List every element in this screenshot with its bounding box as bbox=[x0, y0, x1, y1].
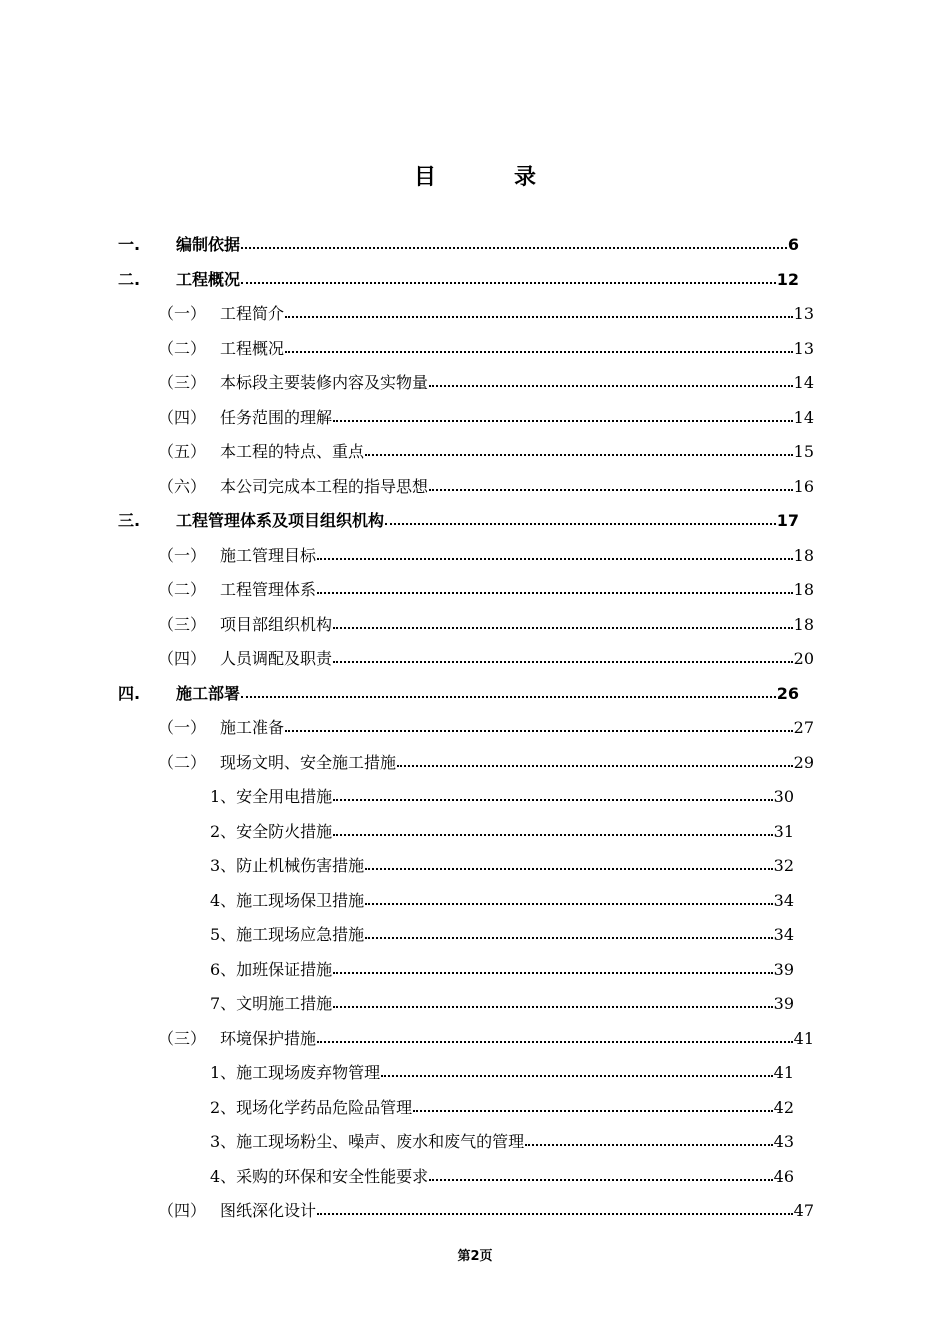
toc-entry-label: 施工部署 bbox=[176, 684, 241, 703]
toc-leader-dots bbox=[317, 573, 793, 607]
toc-entry-label: 任务范围的理解 bbox=[220, 408, 333, 427]
toc-entry-label: 本工程的特点、重点 bbox=[220, 442, 365, 461]
toc-entry[interactable] bbox=[158, 711, 814, 745]
toc-leader-dots bbox=[429, 1160, 772, 1194]
toc-entry[interactable] bbox=[210, 780, 794, 814]
toc-entry[interactable] bbox=[210, 849, 794, 883]
toc-entry-label: 1、安全用电措施 bbox=[210, 787, 333, 806]
toc-entry[interactable] bbox=[210, 884, 794, 918]
toc-entry-label: 4、施工现场保卫措施 bbox=[210, 891, 365, 910]
toc-entry-number: 二. bbox=[118, 270, 141, 289]
toc-entry-label: 编制依据 bbox=[176, 235, 241, 254]
toc-entry-label: 4、采购的环保和安全性能要求 bbox=[210, 1167, 429, 1186]
toc-entry-page: 14 bbox=[793, 408, 814, 427]
toc-leader-dots bbox=[397, 746, 793, 780]
toc-entry[interactable] bbox=[158, 642, 814, 676]
toc-entry-page: 39 bbox=[773, 994, 794, 1013]
toc-entry-page: 46 bbox=[773, 1167, 794, 1186]
page-footer bbox=[0, 1245, 950, 1264]
toc-leader-dots bbox=[365, 884, 772, 918]
toc-entry-page: 18 bbox=[793, 615, 814, 634]
toc-entry-label: 环境保护措施 bbox=[220, 1029, 317, 1048]
toc-entry-page: 17 bbox=[776, 511, 799, 530]
toc-leader-dots bbox=[333, 401, 793, 435]
toc-entry-label: 项目部组织机构 bbox=[220, 615, 333, 634]
toc-entry-label: 3、防止机械伤害措施 bbox=[210, 856, 365, 875]
toc-entry[interactable] bbox=[210, 1056, 794, 1090]
toc-entry-page: 31 bbox=[773, 822, 794, 841]
toc-entry-label: 本公司完成本工程的指导思想 bbox=[220, 477, 429, 496]
toc-title bbox=[0, 160, 950, 191]
toc-entry[interactable] bbox=[158, 297, 814, 331]
toc-entry[interactable] bbox=[210, 1091, 794, 1125]
toc-entry-label: 现场文明、安全施工措施 bbox=[220, 753, 397, 772]
toc-leader-dots bbox=[285, 297, 793, 331]
toc-leader-dots bbox=[365, 849, 772, 883]
toc-entry-number: （三） bbox=[158, 1029, 207, 1048]
toc-entry-page: 34 bbox=[773, 891, 794, 910]
toc-entry[interactable] bbox=[210, 815, 794, 849]
toc-leader-dots bbox=[413, 1091, 772, 1125]
toc-leader-dots bbox=[333, 815, 772, 849]
toc-leader-dots bbox=[241, 263, 776, 297]
toc-entry[interactable] bbox=[158, 366, 814, 400]
toc-entry-page: 13 bbox=[793, 339, 814, 358]
toc-entry-page: 41 bbox=[793, 1029, 814, 1048]
toc-entry-page: 6 bbox=[787, 235, 799, 254]
toc-entry-page: 47 bbox=[793, 1201, 814, 1220]
toc-entry-label: 人员调配及职责 bbox=[220, 649, 333, 668]
toc-entry[interactable] bbox=[210, 1160, 794, 1194]
toc-entry-label: 7、文明施工措施 bbox=[210, 994, 333, 1013]
toc-title-char-2: 录 bbox=[514, 165, 537, 190]
toc-entry-number: （四） bbox=[158, 649, 207, 668]
toc-entry-label: 工程管理体系及项目组织机构 bbox=[176, 511, 385, 530]
toc-entry-page: 16 bbox=[793, 477, 814, 496]
toc-entry[interactable] bbox=[210, 987, 794, 1021]
toc-entry-label: 2、安全防火措施 bbox=[210, 822, 333, 841]
toc-entry-page: 15 bbox=[793, 442, 814, 461]
toc-leader-dots bbox=[429, 470, 793, 504]
toc-leader-dots bbox=[241, 228, 787, 262]
toc-entry-number: （一） bbox=[158, 546, 207, 565]
toc-leader-dots bbox=[285, 711, 793, 745]
toc-entry-page: 42 bbox=[773, 1098, 794, 1117]
toc-entry-number: （四） bbox=[158, 408, 207, 427]
toc-entry-label: 工程管理体系 bbox=[220, 580, 317, 599]
toc-leader-dots bbox=[381, 1056, 772, 1090]
toc-leader-dots bbox=[333, 987, 772, 1021]
page-number-label: 第2页 bbox=[457, 1249, 493, 1264]
toc-title-char-1: 目 bbox=[413, 165, 436, 190]
toc-entry-label: 工程概况 bbox=[220, 339, 285, 358]
toc-entry[interactable] bbox=[158, 539, 814, 573]
toc-entry-page: 29 bbox=[793, 753, 814, 772]
toc-leader-dots bbox=[241, 677, 776, 711]
toc-entry-number: （一） bbox=[158, 304, 207, 323]
toc-entry-label: 6、加班保证措施 bbox=[210, 960, 333, 979]
toc-entry-number: （五） bbox=[158, 442, 207, 461]
toc-entry-label: 施工准备 bbox=[220, 718, 285, 737]
toc-entry-label: 工程简介 bbox=[220, 304, 285, 323]
toc-entry-label: 5、施工现场应急措施 bbox=[210, 925, 365, 944]
toc-entry-number: （二） bbox=[158, 753, 207, 772]
toc-entry-page: 41 bbox=[773, 1063, 794, 1082]
toc-entry-page: 20 bbox=[793, 649, 814, 668]
toc-entry-page: 18 bbox=[793, 546, 814, 565]
toc-entry-page: 12 bbox=[776, 270, 799, 289]
toc-entry-page: 27 bbox=[793, 718, 814, 737]
toc-leader-dots bbox=[317, 1194, 793, 1228]
toc-entry-page: 26 bbox=[776, 684, 799, 703]
toc-leader-dots bbox=[333, 642, 793, 676]
toc-entry-label: 1、施工现场废弃物管理 bbox=[210, 1063, 381, 1082]
toc-entry-page: 18 bbox=[793, 580, 814, 599]
toc-entry-label: 本标段主要装修内容及实物量 bbox=[220, 373, 429, 392]
toc-leader-dots bbox=[525, 1125, 772, 1159]
toc-entry-page: 30 bbox=[773, 787, 794, 806]
toc-leader-dots bbox=[333, 780, 772, 814]
toc-leader-dots bbox=[365, 918, 772, 952]
toc-leader-dots bbox=[317, 539, 793, 573]
toc-entry-number: 四. bbox=[118, 684, 141, 703]
toc-entry[interactable] bbox=[158, 573, 814, 607]
toc-entry-page: 43 bbox=[773, 1132, 794, 1151]
toc-entry[interactable] bbox=[158, 470, 814, 504]
toc-entry-page: 32 bbox=[773, 856, 794, 875]
toc-entry[interactable] bbox=[118, 228, 799, 262]
toc-entry-number: （六） bbox=[158, 477, 207, 496]
toc-entry-label: 3、施工现场粉尘、噪声、废水和废气的管理 bbox=[210, 1132, 525, 1151]
toc-entry-label: 2、现场化学药品危险品管理 bbox=[210, 1098, 413, 1117]
toc-entry-page: 13 bbox=[793, 304, 814, 323]
toc-entry-number: 一. bbox=[118, 235, 141, 254]
toc-entry[interactable] bbox=[118, 504, 799, 538]
toc-leader-dots bbox=[429, 366, 793, 400]
toc-leader-dots bbox=[285, 332, 793, 366]
toc-entry[interactable] bbox=[210, 1125, 794, 1159]
toc-entry[interactable] bbox=[158, 1194, 814, 1228]
toc-entry[interactable] bbox=[158, 401, 814, 435]
toc-entry-page: 39 bbox=[773, 960, 794, 979]
toc-entry[interactable] bbox=[118, 263, 799, 297]
toc-entry[interactable] bbox=[158, 746, 814, 780]
toc-entry-label: 图纸深化设计 bbox=[220, 1201, 317, 1220]
toc-entry-number: （三） bbox=[158, 373, 207, 392]
toc-entry-number: （四） bbox=[158, 1201, 207, 1220]
toc-entry[interactable] bbox=[158, 332, 814, 366]
toc-entry-number: （二） bbox=[158, 339, 207, 358]
toc-entry-page: 14 bbox=[793, 373, 814, 392]
toc-leader-dots bbox=[317, 1022, 793, 1056]
toc-entry[interactable] bbox=[210, 918, 794, 952]
toc-leader-dots bbox=[333, 953, 772, 987]
toc-entry-page: 34 bbox=[773, 925, 794, 944]
toc-leader-dots bbox=[365, 435, 793, 469]
toc-entry[interactable] bbox=[158, 1022, 814, 1056]
toc-entry-number: （三） bbox=[158, 615, 207, 634]
toc-entry[interactable] bbox=[210, 953, 794, 987]
toc-leader-dots bbox=[333, 608, 793, 642]
toc-entry-label: 工程概况 bbox=[176, 270, 241, 289]
toc-entry-label: 施工管理目标 bbox=[220, 546, 317, 565]
toc-entry[interactable] bbox=[158, 435, 814, 469]
toc-entry[interactable] bbox=[118, 677, 799, 711]
toc-entry-number: 三. bbox=[118, 511, 141, 530]
toc-entry-number: （二） bbox=[158, 580, 207, 599]
toc-entry[interactable] bbox=[158, 608, 814, 642]
toc-leader-dots bbox=[385, 504, 776, 538]
toc-entry-number: （一） bbox=[158, 718, 207, 737]
